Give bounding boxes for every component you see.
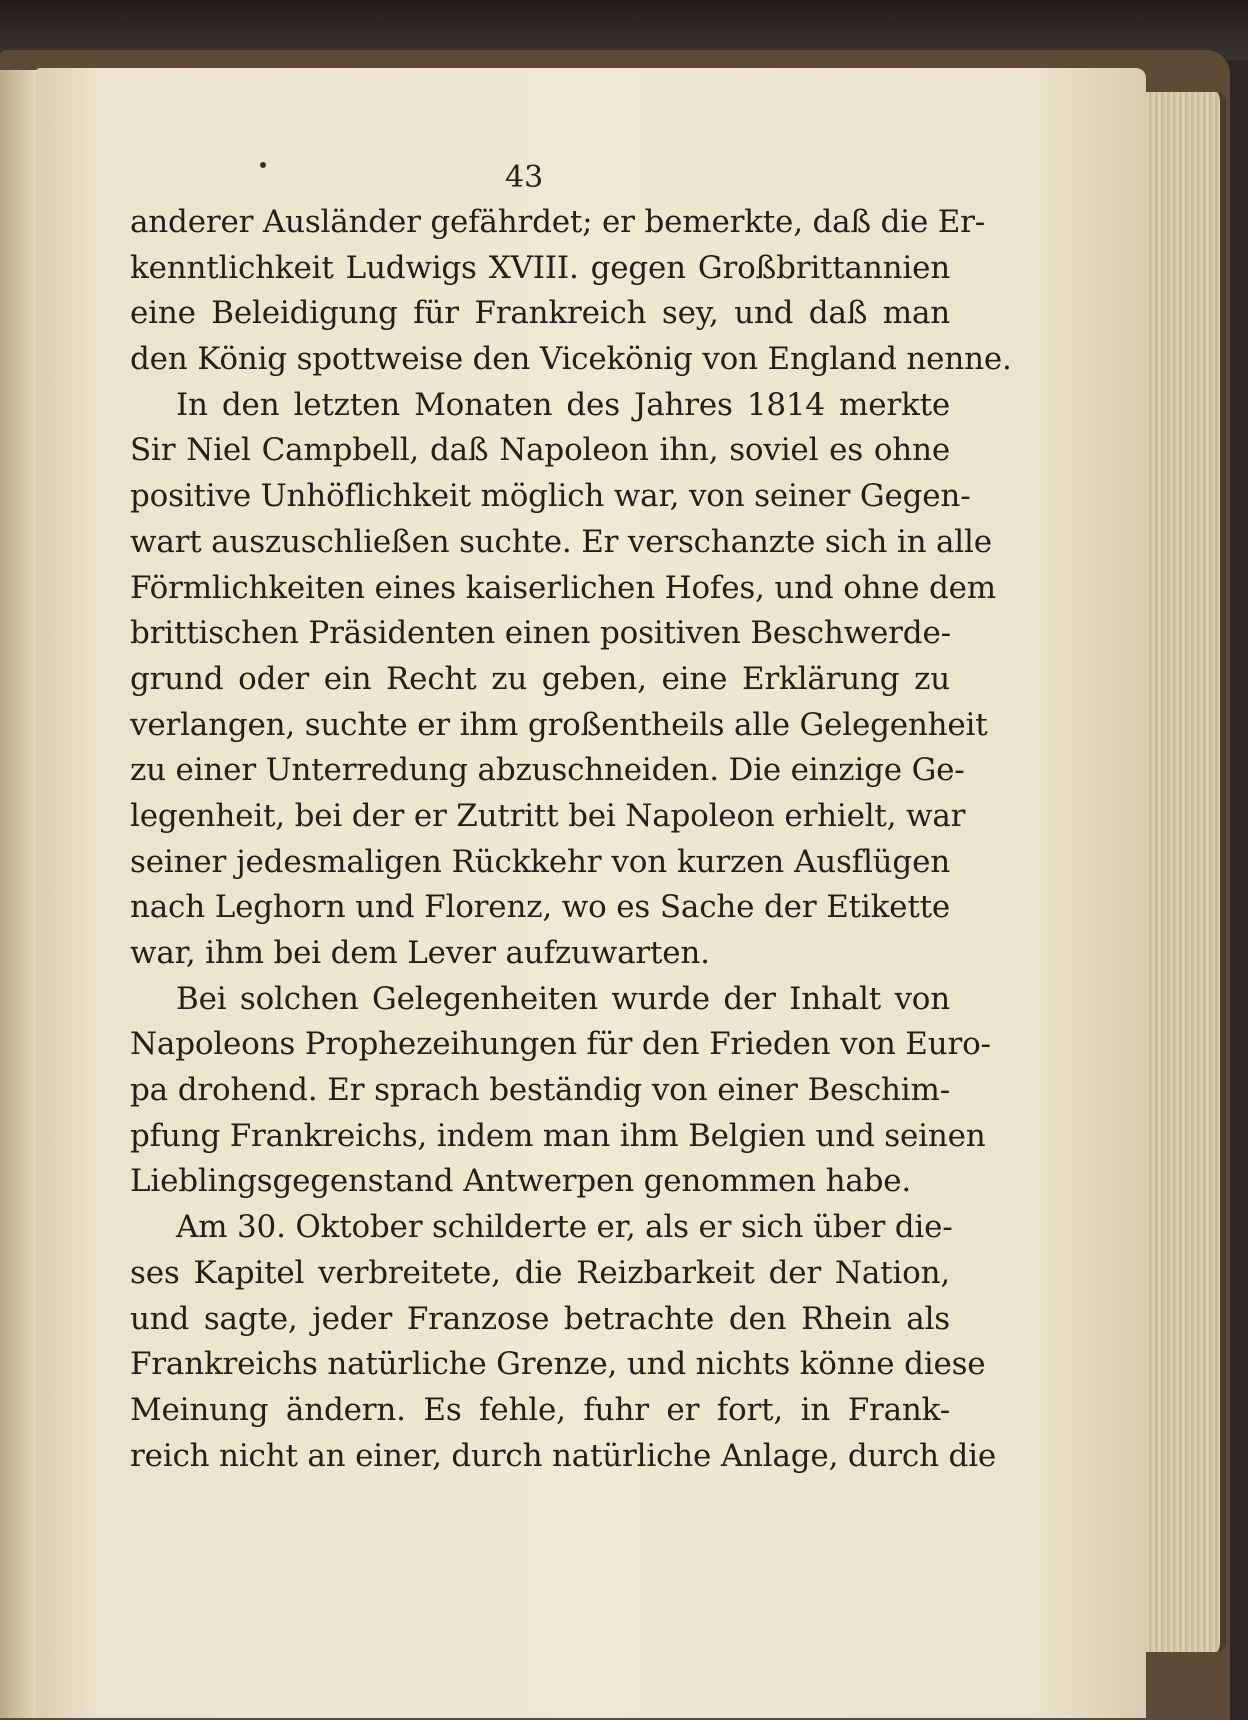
text-line: nach Leghorn und Florenz, wo es Sache der Etikette bbox=[130, 889, 950, 926]
text-line: Napoleons Prophezeihungen für den Frieden von Euro- bbox=[130, 1026, 991, 1063]
text-line: In den letzten Monaten des Jahres 1814 merkte bbox=[176, 386, 950, 423]
body-text bbox=[130, 200, 1012, 1479]
text-line: brittischen Präsidenten einen positiven Beschwerde- bbox=[130, 615, 951, 652]
text-line: zu einer Unterredung abzuschneiden. Die einzige Ge- bbox=[130, 752, 965, 789]
text-line: kenntlichkeit Ludwigs XVIII. gegen Großbrittannien bbox=[130, 249, 950, 286]
text-line: grund oder ein Recht zu geben, eine Erklärung zu bbox=[130, 660, 950, 697]
text-line: war, ihm bei dem Lever aufzuwarten. bbox=[130, 935, 710, 971]
text-line: Lieblingsgegenstand Antwerpen genommen habe. bbox=[130, 1163, 912, 1200]
text-line: anderer Ausländer gefährdet; er bemerkte, daß die Er- bbox=[130, 204, 986, 240]
text-line: eine Beleidigung für Frankreich sey, und daß man bbox=[130, 295, 950, 332]
text-line: legenheit, bei der er Zutritt bei Napoleon erhielt, war bbox=[130, 797, 966, 834]
text-line: reich nicht an einer, durch natürliche Anlage, durch die bbox=[130, 1437, 996, 1474]
left-page-edge bbox=[0, 70, 40, 1718]
text-line: pfung Frankreichs, indem man ihm Belgien und seinen bbox=[130, 1117, 986, 1154]
ink-dot bbox=[260, 162, 266, 168]
text-line: ses Kapitel verbreitete, die Reizbarkeit der Nation, bbox=[130, 1254, 950, 1291]
text-line: verlangen, suchte er ihm großentheils alle Gelegenheit bbox=[130, 706, 988, 743]
text-line: pa drohend. Er sprach beständig von einer Beschim- bbox=[130, 1072, 950, 1109]
text-line: den König spottweise den Vicekönig von England nenne. bbox=[130, 341, 1012, 378]
page-stack-edge bbox=[1140, 92, 1226, 1652]
page-number: 43 bbox=[505, 160, 544, 195]
text-line: Am 30. Oktober schilderte er, als er sich über die- bbox=[176, 1209, 953, 1246]
text-line: wart auszuschließen suchte. Er verschanzte sich in alle bbox=[130, 523, 992, 560]
text-line: positive Unhöflichkeit möglich war, von seiner Gegen- bbox=[130, 478, 971, 515]
text-line: Sir Niel Campbell, daß Napoleon ihn, soviel es ohne bbox=[130, 432, 950, 469]
text-line: seiner jedesmaligen Rückkehr von kurzen Ausflügen bbox=[130, 843, 950, 880]
text-line: Meinung ändern. Es fehle, fuhr er fort, in Frank- bbox=[130, 1391, 950, 1428]
text-line: Frankreichs natürliche Grenze, und nichts könne diese bbox=[130, 1346, 986, 1383]
text-line: Förmlichkeiten eines kaiserlichen Hofes, und ohne dem bbox=[130, 569, 996, 606]
text-line: Bei solchen Gelegenheiten wurde der Inhalt von bbox=[176, 980, 950, 1017]
text-line: und sagte, jeder Franzose betrachte den Rhein als bbox=[130, 1300, 950, 1337]
